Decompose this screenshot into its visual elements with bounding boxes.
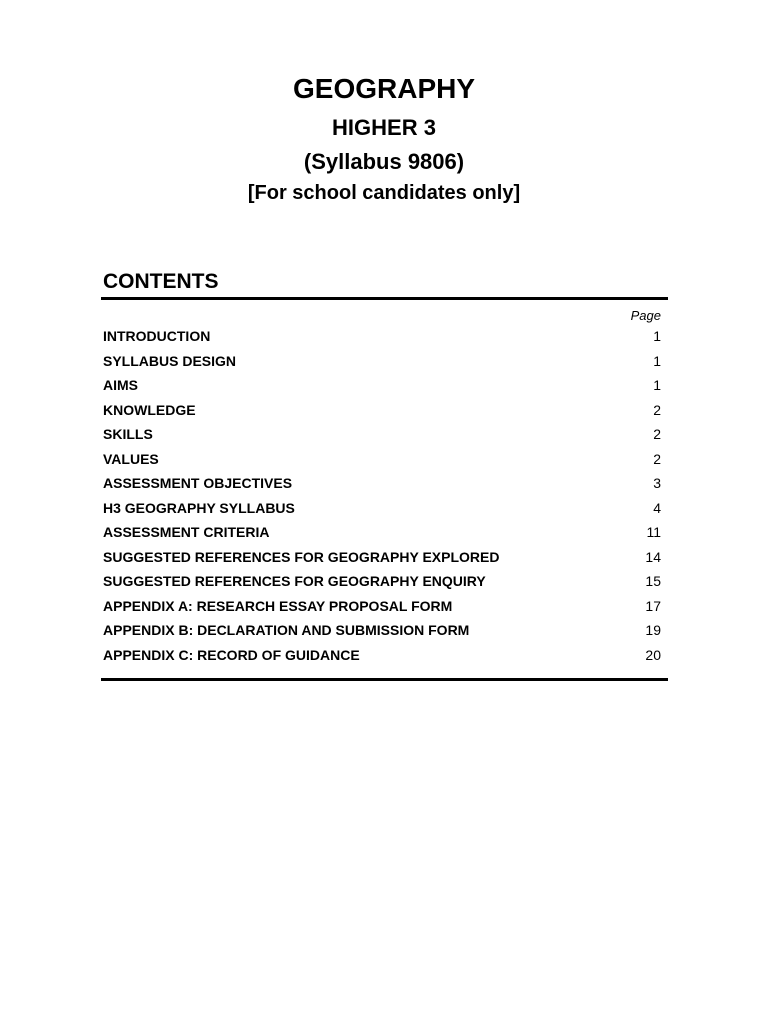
toc-entry <box>103 569 661 594</box>
toc-entry-page: 14 <box>645 548 661 565</box>
contents-top-rule <box>101 297 668 300</box>
toc-entry <box>103 324 661 349</box>
toc-entry-page: 1 <box>653 328 661 345</box>
toc-entry <box>103 398 661 423</box>
toc-entry-title: SUGGESTED REFERENCES FOR GEOGRAPHY EXPLORED <box>103 548 500 565</box>
toc-entry-title: INTRODUCTION <box>103 328 211 345</box>
toc-entry <box>103 643 661 668</box>
toc-entry-title: VALUES <box>103 450 159 467</box>
toc-entry <box>103 496 661 521</box>
toc-entry-page: 2 <box>653 450 661 467</box>
document-subtitle: HIGHER 3 <box>332 115 436 140</box>
toc-entry-page: 4 <box>653 499 661 516</box>
toc-entry <box>103 545 661 570</box>
toc-entry-title: H3 GEOGRAPHY SYLLABUS <box>103 499 295 516</box>
contents-heading: CONTENTS <box>103 270 219 293</box>
toc-entry <box>103 471 661 496</box>
toc-entry-page: 11 <box>646 524 661 541</box>
toc-entry-title: APPENDIX B: DECLARATION AND SUBMISSION FORM <box>103 622 470 639</box>
toc-entry <box>103 520 661 545</box>
toc-entry-page: 20 <box>645 646 661 663</box>
page-column-label: Page <box>630 308 661 323</box>
table-of-contents <box>103 324 661 667</box>
contents-bottom-rule <box>101 678 668 681</box>
toc-entry-page: 1 <box>653 352 661 369</box>
toc-entry <box>103 422 661 447</box>
toc-entry-title: ASSESSMENT OBJECTIVES <box>103 475 293 492</box>
toc-entry-page: 1 <box>653 377 661 394</box>
toc-entry-page: 15 <box>645 573 661 590</box>
toc-entry-page: 2 <box>653 401 661 418</box>
toc-entry-title: SKILLS <box>103 426 153 443</box>
document-title: GEOGRAPHY <box>292 73 476 104</box>
toc-entry-title: APPENDIX C: RECORD OF GUIDANCE <box>103 646 360 663</box>
toc-entry-page: 17 <box>645 597 661 614</box>
toc-entry <box>103 594 661 619</box>
toc-entry <box>103 447 661 472</box>
candidate-note: [For school candidates only] <box>247 182 521 204</box>
toc-entry-title: ASSESSMENT CRITERIA <box>103 524 270 541</box>
syllabus-number: (Syllabus 9806) <box>303 149 465 174</box>
toc-entry-page: 19 <box>645 622 661 639</box>
toc-entry-page: 3 <box>653 475 661 492</box>
toc-entry-title: SYLLABUS DESIGN <box>103 352 237 369</box>
toc-entry-title: KNOWLEDGE <box>103 401 196 418</box>
toc-entry <box>103 373 661 398</box>
toc-entry-title: APPENDIX A: RESEARCH ESSAY PROPOSAL FORM <box>103 597 453 614</box>
toc-entry-title: SUGGESTED REFERENCES FOR GEOGRAPHY ENQUIRY <box>103 573 486 590</box>
toc-entry-page: 2 <box>653 426 661 443</box>
toc-entry <box>103 349 661 374</box>
toc-entry-title: AIMS <box>103 377 138 394</box>
toc-entry <box>103 618 661 643</box>
